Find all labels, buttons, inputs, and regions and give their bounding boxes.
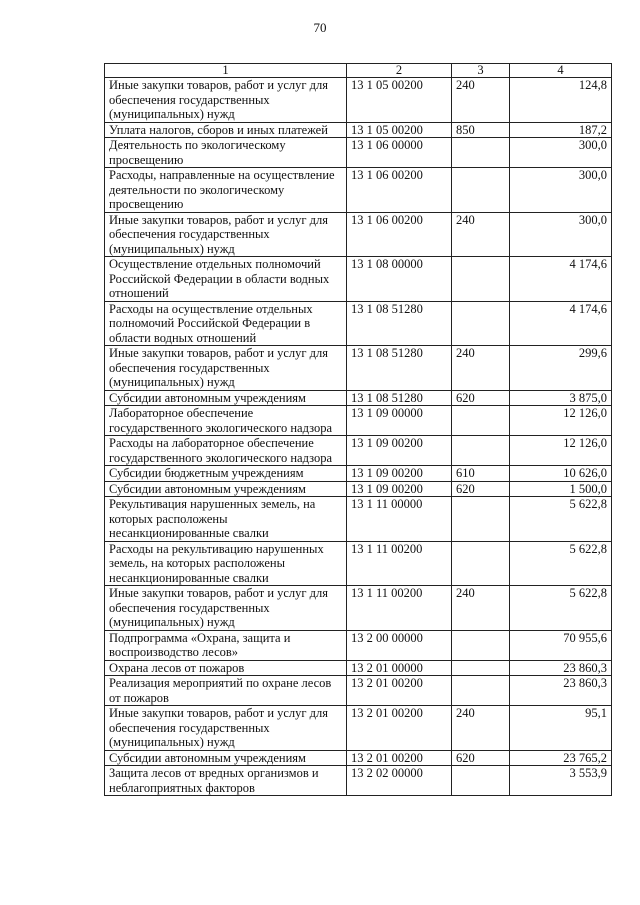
row-name-cell: Реализация мероприятий по охране лесов от пожаров [105,676,347,706]
table-row [105,346,612,391]
table-row [105,406,612,436]
row-code-cell: 13 1 05 00200 [347,78,452,123]
row-name-cell: Расходы на рекультивацию нарушенных земель, на которых расположены несанкционированные свалки [105,541,347,586]
row-type-cell [452,676,510,706]
row-name-cell: Рекультивация нарушенных земель, на которых расположены несанкционированные свалки [105,497,347,542]
row-sum-cell: 23 860,3 [510,676,612,706]
row-code-cell: 13 1 08 51280 [347,301,452,346]
row-type-cell [452,660,510,676]
table-row [105,766,612,796]
row-name-cell: Осуществление отдельных полномочий Российской Федерации в области водных отношений [105,257,347,302]
table-row [105,78,612,123]
row-sum-cell: 300,0 [510,138,612,168]
column-header-4: 4 [510,64,612,78]
row-sum-cell: 12 126,0 [510,406,612,436]
row-code-cell: 13 1 08 51280 [347,346,452,391]
table-header-row [105,64,612,78]
row-name-cell: Субсидии автономным учреждениям [105,481,347,497]
row-name-cell: Охрана лесов от пожаров [105,660,347,676]
row-type-cell [452,257,510,302]
row-sum-cell: 3 875,0 [510,390,612,406]
table-row [105,168,612,213]
row-type-cell [452,497,510,542]
row-code-cell: 13 2 00 00000 [347,630,452,660]
row-type-cell [452,406,510,436]
table-row [105,660,612,676]
row-type-cell: 240 [452,586,510,631]
row-name-cell: Иные закупки товаров, работ и услуг для обеспечения государственных (муниципальных) нужд [105,586,347,631]
row-type-cell: 240 [452,346,510,391]
row-code-cell: 13 1 09 00000 [347,406,452,436]
row-type-cell [452,138,510,168]
table-row [105,212,612,257]
row-sum-cell: 12 126,0 [510,436,612,466]
row-name-cell: Подпрограмма «Охрана, защита и воспроизводство лесов» [105,630,347,660]
row-name-cell: Расходы на осуществление отдельных полномочий Российской Федерации в области водных отношений [105,301,347,346]
row-sum-cell: 5 622,8 [510,497,612,542]
row-code-cell: 13 1 06 00200 [347,168,452,213]
column-header-3: 3 [452,64,510,78]
column-header-2: 2 [347,64,452,78]
table-row [105,390,612,406]
row-sum-cell: 23 860,3 [510,660,612,676]
row-sum-cell: 4 174,6 [510,301,612,346]
row-sum-cell: 300,0 [510,168,612,213]
table-row [105,301,612,346]
row-code-cell: 13 1 09 00200 [347,436,452,466]
row-type-cell: 610 [452,466,510,482]
table-row [105,750,612,766]
budget-table [104,63,612,796]
row-code-cell: 13 2 02 00000 [347,766,452,796]
row-code-cell: 13 1 08 00000 [347,257,452,302]
page-number: 70 [313,20,327,35]
row-type-cell [452,301,510,346]
row-type-cell [452,168,510,213]
row-type-cell: 240 [452,706,510,751]
column-header-1: 1 [105,64,347,78]
table-row [105,466,612,482]
row-name-cell: Иные закупки товаров, работ и услуг для обеспечения государственных (муниципальных) нужд [105,706,347,751]
row-name-cell: Иные закупки товаров, работ и услуг для обеспечения государственных (муниципальных) нужд [105,346,347,391]
row-sum-cell: 10 626,0 [510,466,612,482]
row-name-cell: Расходы, направленные на осуществление деятельности по экологическому просвещению [105,168,347,213]
row-sum-cell: 299,6 [510,346,612,391]
row-code-cell: 13 1 06 00200 [347,212,452,257]
row-type-cell: 850 [452,122,510,138]
row-name-cell: Субсидии автономным учреждениям [105,390,347,406]
row-type-cell [452,630,510,660]
table-row [105,706,612,751]
row-name-cell: Расходы на лабораторное обеспечение государственного экологического надзора [105,436,347,466]
row-code-cell: 13 1 05 00200 [347,122,452,138]
row-name-cell: Субсидии бюджетным учреждениям [105,466,347,482]
table-body [105,78,612,796]
row-code-cell: 13 1 11 00200 [347,541,452,586]
table-row [105,257,612,302]
row-sum-cell: 70 955,6 [510,630,612,660]
row-sum-cell: 5 622,8 [510,541,612,586]
row-code-cell: 13 1 06 00000 [347,138,452,168]
row-code-cell: 13 2 01 00200 [347,676,452,706]
table-row [105,541,612,586]
row-sum-cell: 23 765,2 [510,750,612,766]
row-sum-cell: 1 500,0 [510,481,612,497]
row-name-cell: Иные закупки товаров, работ и услуг для обеспечения государственных (муниципальных) нужд [105,78,347,123]
row-type-cell [452,436,510,466]
row-name-cell: Субсидии автономным учреждениям [105,750,347,766]
row-code-cell: 13 2 01 00200 [347,706,452,751]
row-name-cell: Уплата налогов, сборов и иных платежей [105,122,347,138]
row-sum-cell: 95,1 [510,706,612,751]
table-row [105,122,612,138]
row-code-cell: 13 1 09 00200 [347,466,452,482]
row-name-cell: Иные закупки товаров, работ и услуг для обеспечения государственных (муниципальных) нужд [105,212,347,257]
row-type-cell: 240 [452,78,510,123]
table-row [105,497,612,542]
row-name-cell: Лабораторное обеспечение государственного экологического надзора [105,406,347,436]
row-code-cell: 13 1 11 00000 [347,497,452,542]
row-name-cell: Защита лесов от вредных организмов и неблагоприятных факторов [105,766,347,796]
table-row [105,630,612,660]
row-sum-cell: 3 553,9 [510,766,612,796]
row-sum-cell: 5 622,8 [510,586,612,631]
row-sum-cell: 124,8 [510,78,612,123]
row-type-cell [452,766,510,796]
row-code-cell: 13 1 08 51280 [347,390,452,406]
table-row [105,436,612,466]
row-code-cell: 13 1 09 00200 [347,481,452,497]
table-row [105,481,612,497]
row-code-cell: 13 2 01 00200 [347,750,452,766]
row-type-cell: 240 [452,212,510,257]
table-row [105,586,612,631]
row-type-cell [452,541,510,586]
row-type-cell: 620 [452,481,510,497]
row-name-cell: Деятельность по экологическому просвещению [105,138,347,168]
row-sum-cell: 187,2 [510,122,612,138]
row-type-cell: 620 [452,750,510,766]
table-row [105,676,612,706]
table-row [105,138,612,168]
row-code-cell: 13 2 01 00000 [347,660,452,676]
row-code-cell: 13 1 11 00200 [347,586,452,631]
row-sum-cell: 4 174,6 [510,257,612,302]
row-sum-cell: 300,0 [510,212,612,257]
row-type-cell: 620 [452,390,510,406]
